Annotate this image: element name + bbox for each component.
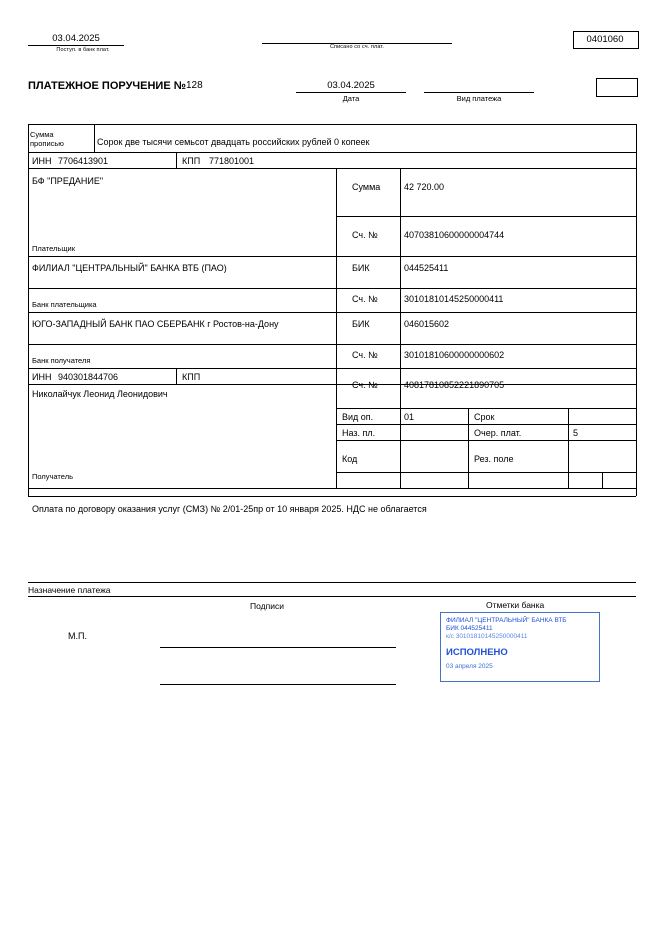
- document-date-caption: Дата: [342, 94, 360, 103]
- operation-type-label: Вид оп.: [342, 412, 374, 422]
- table-rule-optype-bottom: [336, 424, 636, 425]
- sum-in-words-caption: [30, 130, 92, 148]
- operation-type-value: 01: [404, 412, 415, 422]
- payer-bank-bik-value: 044525411: [404, 263, 449, 273]
- bank-receipt-date: 03.04.2025: [52, 33, 100, 44]
- sum-value: 42 720.00: [404, 182, 445, 192]
- bank-receipt-date-caption: Поступ. в банк плат.: [56, 47, 110, 53]
- table-rule-inn-bottom: [28, 168, 636, 169]
- stamp-status: ИСПОЛНЕНО: [446, 647, 508, 658]
- payer-inn-kpp-divider: [176, 152, 177, 168]
- table-border-left: [28, 124, 29, 496]
- payee-inn-kpp-divider: [176, 368, 177, 384]
- table-rule-bik2-bottom: [28, 344, 636, 345]
- payer-inn-value: 7706413901: [58, 156, 109, 166]
- document-date: 03.04.2025: [327, 80, 375, 91]
- payer-account-value: 40703810600000004744: [404, 230, 505, 240]
- payer-inn-label: ИНН: [32, 156, 52, 166]
- right-block-divider: [336, 168, 337, 488]
- table-rule-purpose-bottom: [28, 582, 636, 583]
- table-rule-purpcode-bottom: [336, 440, 636, 441]
- op-right-label-divider: [468, 408, 469, 472]
- table-rule-payee-bottom: [28, 488, 636, 489]
- signature-line-2: [160, 684, 396, 685]
- bank-receipt-date-rule: [28, 45, 124, 46]
- op-right-value-divider: [568, 408, 569, 472]
- payee-account-value: 40817810852221890705: [404, 380, 505, 390]
- payer-caption: Плательщик: [32, 244, 75, 253]
- document-number: 128: [186, 80, 203, 91]
- payment-type-rule: [424, 92, 534, 93]
- payer-kpp-value: 771801001: [209, 156, 255, 166]
- sum-in-words-value: Сорок две тысячи семьсот двадцать российских рублей 0 копеек: [97, 137, 370, 147]
- stamp-bank-name: ФИЛИАЛ "ЦЕНТРАЛЬНЫЙ" БАНКА ВТБ: [446, 617, 567, 624]
- table-rule-code-bottom: [336, 472, 636, 473]
- term-label: Срок: [474, 412, 495, 422]
- sumwords-divider: [94, 124, 95, 152]
- table-rule-purpose-top: [28, 496, 636, 497]
- table-rule-top: [28, 124, 636, 125]
- payer-bank-bik-label: БИК: [352, 263, 370, 273]
- payee-caption: Получатель: [32, 472, 73, 481]
- code-label: Код: [342, 454, 358, 464]
- payment-purpose-caption: Назначение платежа: [28, 585, 111, 595]
- bottom-box-divider-3: [602, 472, 603, 488]
- stamp-date: 03 апреля 2025: [446, 663, 493, 670]
- payer-bank-caption: Банк плательщика: [32, 300, 97, 309]
- payee-bank-bik-label: БИК: [352, 319, 370, 329]
- reserve-field-label: Рез. поле: [474, 454, 514, 464]
- priority-value: 5: [573, 428, 579, 438]
- signature-line-1: [160, 647, 396, 648]
- stamp-bik: БИК 044525411: [446, 625, 493, 632]
- table-rule-bik1-bottom: [28, 288, 636, 289]
- payee-bank-name: ЮГО-ЗАПАДНЫЙ БАНК ПАО СБЕРБАНК г Ростов-на-Дону: [32, 319, 279, 329]
- signatures-caption: Подписи: [250, 601, 284, 611]
- table-rule-sum-bottom: [336, 216, 636, 217]
- debit-date-caption: Списано со сч. плат.: [329, 44, 385, 50]
- bottom-box-divider-1: [468, 472, 469, 488]
- sum-in-words-caption-line2: прописью: [30, 139, 64, 148]
- payment-type-caption: Вид платежа: [456, 94, 502, 103]
- form-code: 0401060: [586, 34, 624, 45]
- sum-label: Сумма: [352, 182, 381, 192]
- payer-account-label: Сч. №: [352, 230, 378, 240]
- payment-type-box: [596, 78, 638, 97]
- payer-name: БФ "ПРЕДАНИЕ": [32, 176, 104, 186]
- table-rule-payerbank-bottom: [28, 312, 636, 313]
- table-rule-payeebank-bottom: [28, 368, 636, 369]
- table-rule-payer-bottom: [28, 256, 636, 257]
- sum-in-words-caption-line1: Сумма: [30, 130, 54, 139]
- payee-name: Николайчук Леонид Леонидович: [32, 389, 168, 399]
- priority-label: Очер. плат.: [474, 428, 522, 438]
- seal-place-label: М.П.: [68, 631, 87, 641]
- payee-bank-account-label: Сч. №: [352, 350, 378, 360]
- payee-bank-account-value: 30101810600000000602: [404, 350, 505, 360]
- footer-rule-top: [28, 596, 636, 597]
- payee-kpp-label: КПП: [182, 372, 201, 382]
- document-title: ПЛАТЕЖНОЕ ПОРУЧЕНИЕ №: [28, 80, 186, 92]
- table-rule-payee-inn-bottom: [28, 384, 636, 385]
- payer-kpp-label: КПП: [182, 156, 201, 166]
- table-rule-payee-acc-bottom: [336, 408, 636, 409]
- payee-account-label: Сч. №: [352, 380, 378, 390]
- right-block-label-divider: [400, 168, 401, 488]
- bank-marks-caption: Отметки банка: [486, 600, 545, 610]
- payer-bank-account-value: 30101810145250000411: [404, 294, 504, 304]
- payee-inn-value: 940301844706: [58, 372, 119, 382]
- payee-bank-bik-value: 046015602: [404, 319, 450, 329]
- bank-execution-stamp: [440, 612, 600, 682]
- document-date-rule: [296, 92, 406, 93]
- payee-inn-label: ИНН: [32, 372, 52, 382]
- stamp-corr-account: к/с 30101810145250000411: [446, 633, 528, 640]
- payer-bank-name: ФИЛИАЛ "ЦЕНТРАЛЬНЫЙ" БАНКА ВТБ (ПАО): [32, 263, 227, 273]
- table-rule-sumwords-bottom: [28, 152, 636, 153]
- payer-bank-account-label: Сч. №: [352, 294, 378, 304]
- payment-purpose-text: Оплата по договору оказания услуг (СМЗ) № 2/01-25пр от 10 января 2025. НДС не облагается: [32, 504, 427, 514]
- payee-bank-caption: Банк получателя: [32, 356, 91, 365]
- bottom-box-divider-2: [568, 472, 569, 488]
- table-border-right: [636, 124, 637, 496]
- purpose-code-label: Наз. пл.: [342, 428, 376, 438]
